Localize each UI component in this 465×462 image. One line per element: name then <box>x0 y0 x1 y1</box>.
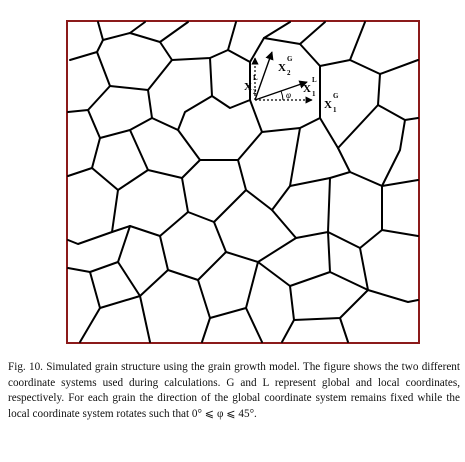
label-x2G-sup: G <box>287 55 293 63</box>
figure-caption <box>8 360 460 422</box>
label-x2L-sup: L <box>253 74 258 82</box>
label-x2G: X <box>278 62 286 74</box>
label-x2L-sub: 2 <box>253 88 257 96</box>
label-x1L-sup: L <box>312 76 317 84</box>
label-x1L: X <box>303 83 311 95</box>
label-x2G-sub: 2 <box>287 69 291 77</box>
label-x1L-sub: 1 <box>312 90 316 98</box>
label-x1G-sub: 1 <box>333 106 337 114</box>
label-x1G-sup: G <box>333 92 339 100</box>
label-x1G: X <box>324 99 332 111</box>
caption-body: figure shows the two different coordinate systems used during calculations. G and L represent global and local coordinates, respectively. For each grain the direction of the global coordinate system remains fixed while the local coordinate system rotates such that 0° ⩽ φ ⩽ 45°. <box>8 361 461 420</box>
caption-lead: Fig. 10. Simulated grain structure using the grain growth model. The <box>8 361 321 373</box>
label-phi: φ <box>286 90 291 100</box>
label-x2L: X <box>244 81 252 93</box>
